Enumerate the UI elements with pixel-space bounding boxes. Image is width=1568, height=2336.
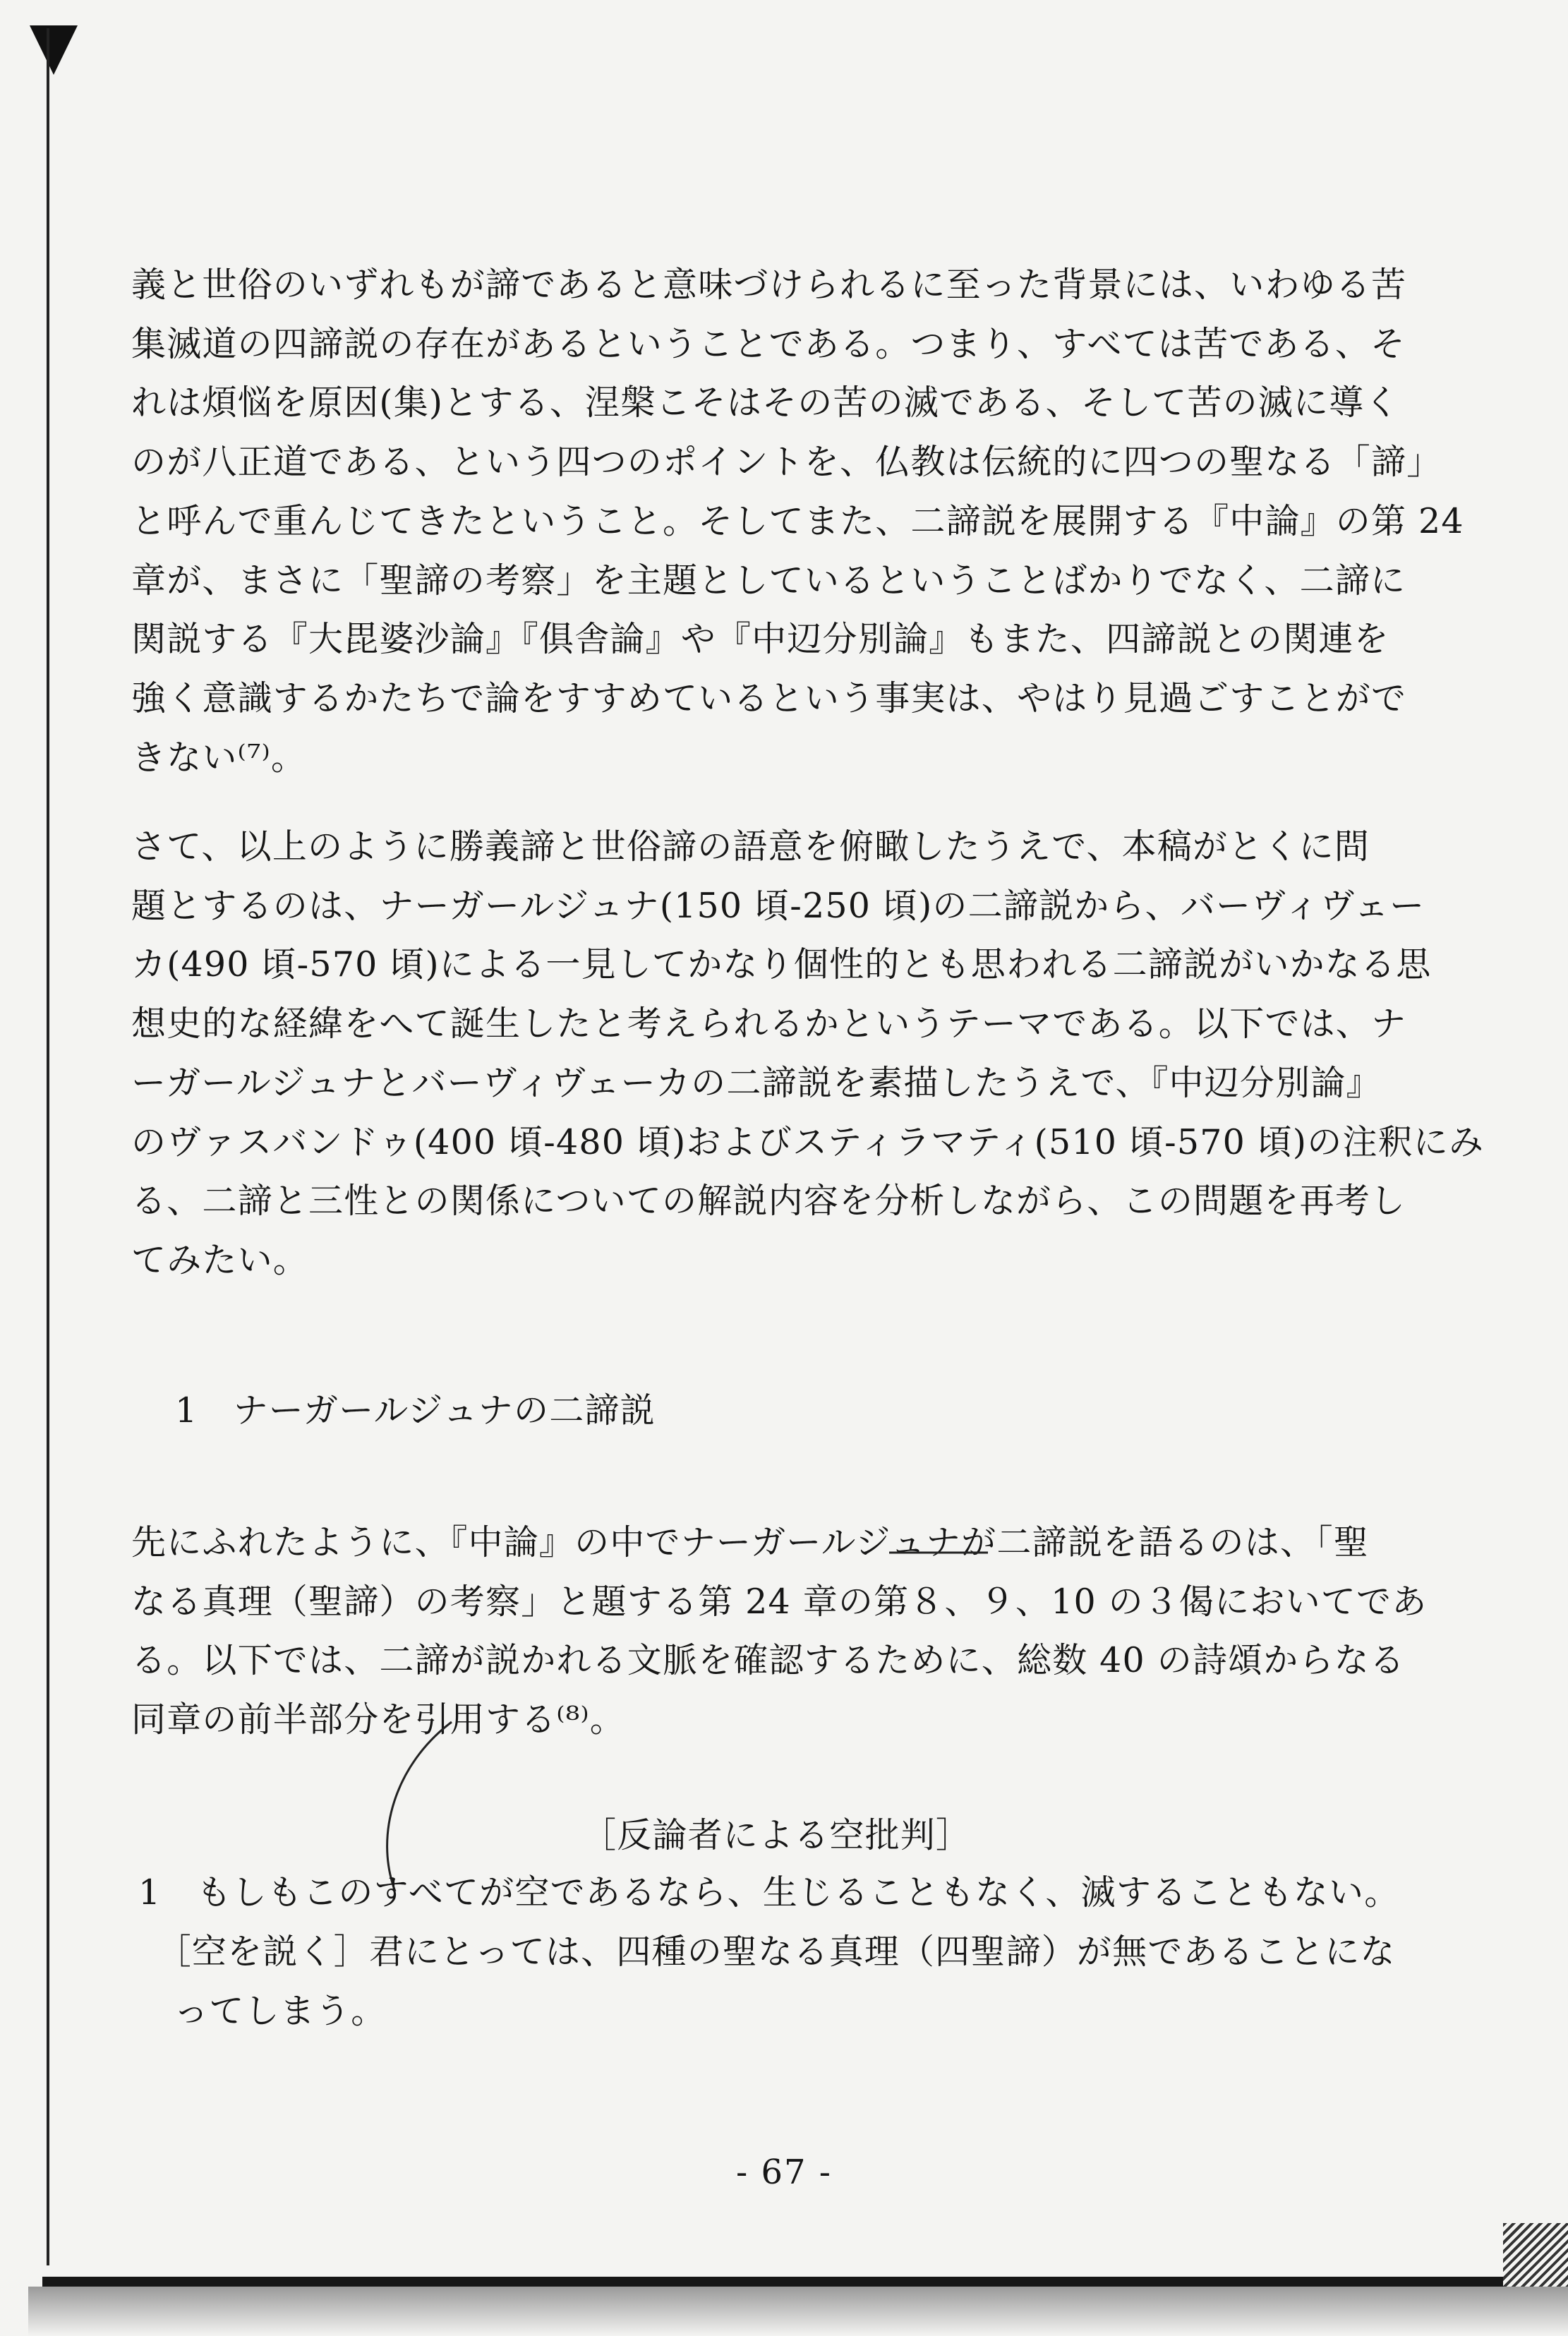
verse-group-heading: ［反論者による空批判］ [581,1815,972,1855]
section-heading: 1 ナーガールジュナの二諦説 [175,1390,656,1431]
scan-bottom-edge [42,2277,1568,2287]
verse-1: 1 もしもこのすべてが空であるなら、生じることもなく、滅することもない。 ［空を説く］君にとっては、四種の聖なる真理（四聖諦）が無であることにな ってしまう。 [138,1872,1400,2031]
page-number: - 67 - [735,2153,833,2192]
scan-corner-mark [1503,2223,1568,2287]
scan-bottom-shadow [28,2287,1568,2336]
paragraph-intro: 義と世俗のいずれもが諦であると意味づけられるに至った背景には、いわゆる苦 集滅道の四諦説の存在があるということである。つまり、すべては苦である、そ れは煩悩を原因(集)とする、涅槃こそはその苦の滅である、そして苦の滅に導く のが八正道である、という四つのポイントを、仏教は伝統的に四つの聖なる「諦」 と呼んで重んじてきたということ。そしてまた、二諦説を展開する『中論』の第 24 章が、まさに「聖諦の考察」を主題としているということばかりでなく、二諦に 関説する『大毘婆沙論』『俱舎論』や『中辺分別論』もまた、四諦説との関連を 強く意識するかたちで論をすすめているという事実は、やはり見過ごすことがで きない⁽⁷⁾。 [131,265,1464,778]
paragraph-citation: 先にふれたように、『中論』の中でナーガールジュナが二諦説を語るのは、「聖 なる真理（聖諦）の考察」と題する第 24 章の第８、９、10 の３偈においてであ る。以下では、二諦が説かれる文脈を確認するために、総数 40 の詩頌からなる 同章の前半部分を引用する⁽⁸⁾。 [131,1522,1428,1740]
paragraph-topic: さて、以上のように勝義諦と世俗諦の語意を俯瞰したうえで、本稿がとくに問 題とするのは、ナーガールジュナ(150 頃-250 頃)の二諦説から、バーヴィヴェー カ(490 頃-570 頃)による一見してかなり個性的とも思われる二諦説がいかなる思 想史的な経緯をへて誕生したと考えられるかというテーマである。以下では、ナ ーガールジュナとバーヴィヴェーカの二諦説を素描したうえで、『中辺分別論』 のヴァスバンドゥ(400 頃-480 頃)およびスティラマティ(510 頃-570 頃)の注釈にみ る、二諦と三性との関係についての解説内容を分析しながら、この問題を再考し てみたい。 [131,826,1485,1280]
